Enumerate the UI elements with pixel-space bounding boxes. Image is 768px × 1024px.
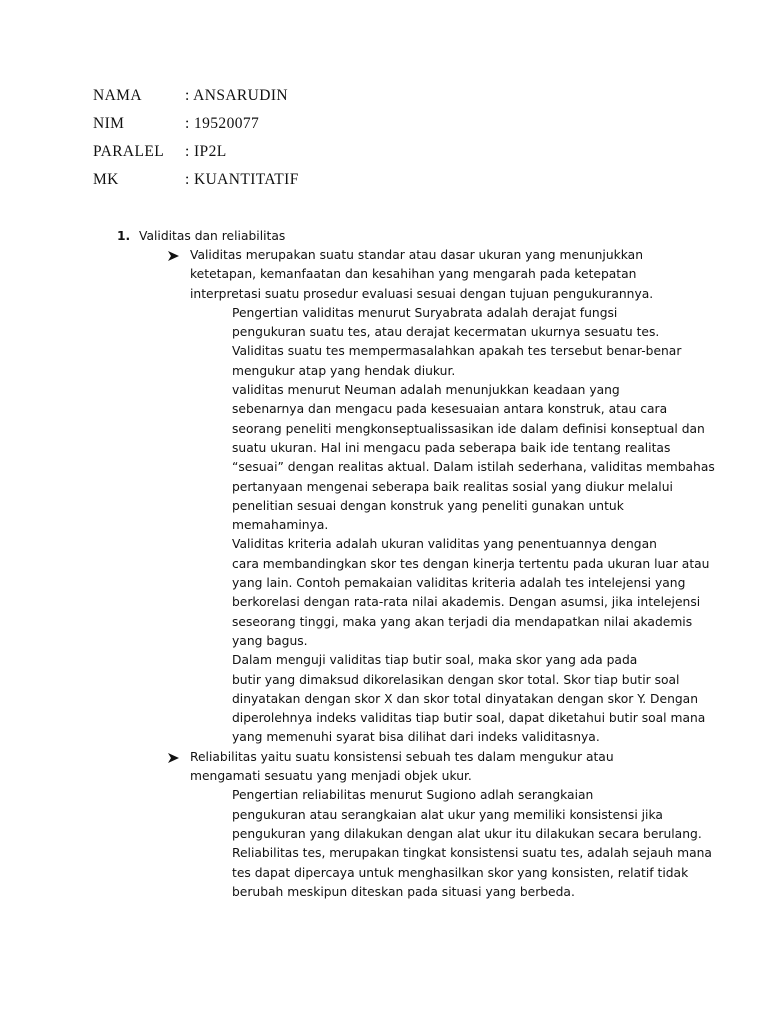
paragraph (190, 304, 682, 381)
text-line: yang bagus. (232, 633, 308, 648)
text-line: pengukuran suatu tes, atau derajat kecermatan ukurnya sesuatu tes. (232, 325, 660, 340)
text-line: Validitas kriteria adalah ukuran validitas yang penentuannya dengan (232, 537, 657, 552)
text-line: seseorang tinggi, maka yang akan terjadi dia mendapatkan nilai akademis (232, 614, 693, 629)
identity-value: : IP2L (185, 143, 227, 160)
paragraph (190, 246, 674, 304)
identity-row-mk (93, 170, 299, 198)
text-line: suatu ukuran. Hal ini mengacu pada seberapa baik ide tentang realitas (232, 440, 671, 455)
paragraph (190, 748, 674, 787)
identity-value: : 19520077 (185, 115, 260, 132)
text-line: “sesuai” dengan realitas aktual. Dalam istilah sederhana, validitas membahas (232, 460, 715, 475)
identity-row-nim (93, 114, 299, 142)
text-line: memahaminya. (232, 518, 329, 533)
text-line: validitas menurut Neuman adalah menunjukkan keadaan yang (232, 383, 620, 398)
bullet-list (117, 246, 715, 902)
text-line: pengukuran atau serangkaian alat ukur yang memiliki konsistensi jika (232, 807, 663, 822)
identity-block (93, 86, 299, 198)
text-line: yang lain. Contoh pemakaian validitas kriteria adalah tes intelejensi yang (232, 576, 686, 591)
text-line: ketetapan, kemanfaatan dan kesahihan yang mengarah pada ketepatan (190, 267, 637, 282)
text-line: sebenarnya dan mengacu pada kesesuaian antara konstruk, atau cara (232, 402, 668, 417)
text-line: interpretasi suatu prosedur evaluasi sesuai dengan tujuan pengukurannya. (190, 286, 654, 301)
text-line: Dalam menguji validitas tiap butir soal, maka skor yang ada pada (232, 653, 638, 668)
paragraph (190, 786, 712, 902)
arrow-bullet-icon (168, 753, 179, 763)
identity-value: : ANSARUDIN (185, 87, 289, 104)
arrow-bullet-icon (168, 251, 179, 261)
text-line: mengukur atap yang hendak diukur. (232, 363, 456, 378)
section-number: 1. (117, 229, 131, 243)
paragraph (190, 651, 706, 747)
section-title: Validitas dan reliabilitas (139, 229, 286, 243)
text-line: seorang peneliti mengkonseptualissasikan ide dalam definisi konseptual dan (232, 421, 705, 436)
text-line: pertanyaan mengenai seberapa baik realitas sosial yang diukur melalui (232, 479, 673, 494)
text-line: Pengertian validitas menurut Suryabrata adalah derajat fungsi (232, 305, 618, 320)
bullet-item (117, 246, 715, 748)
paragraph (190, 381, 715, 535)
identity-label: NAMA (93, 87, 142, 104)
text-line: dinyatakan dengan skor X dan skor total dinyatakan dengan skor Y. Dengan (232, 691, 699, 706)
bullet-item (117, 748, 712, 902)
section-heading (117, 227, 687, 246)
identity-label: PARALEL (93, 143, 165, 160)
text-line: Validitas merupakan suatu standar atau dasar ukuran yang menunjukkan (190, 248, 643, 262)
text-line: yang memenuhi syarat bisa dilihat dari indeks validitasnya. (232, 730, 600, 745)
text-line: cara membandingkan skor tes dengan kinerja tertentu pada ukuran luar atau (232, 556, 710, 571)
identity-row-name (93, 86, 299, 114)
identity-label: MK (93, 171, 119, 188)
paragraph (190, 535, 710, 651)
text-line: butir yang dimaksud dikorelasikan dengan skor total. Skor tiap butir soal (232, 672, 680, 687)
text-line: diperolehnya indeks validitas tiap butir soal, dapat diketahui butir soal mana (232, 711, 706, 726)
text-line: mengamati sesuatu yang menjadi objek ukur. (190, 769, 472, 784)
section-validitas-reliabilitas (117, 227, 715, 902)
text-line: penelitian sesuai dengan konstruk yang peneliti gunakan untuk (232, 498, 624, 513)
identity-value: : KUANTITATIF (185, 171, 299, 188)
text-line: tes dapat dipercaya untuk menghasilkan skor yang konsisten, relatif tidak (232, 865, 689, 880)
identity-row-paralel (93, 142, 299, 170)
identity-label: NIM (93, 115, 125, 132)
text-line: Pengertian reliabilitas menurut Sugiono adlah serangkaian (232, 788, 594, 803)
text-line: Reliabilitas yaitu suatu konsistensi sebuah tes dalam mengukur atau (190, 749, 614, 764)
text-line: Validitas suatu tes mempermasalahkan apakah tes tersebut benar-benar (232, 344, 682, 359)
text-line: berubah meskipun diteskan pada situasi yang berbeda. (232, 884, 575, 899)
text-line: pengukuran yang dilakukan dengan alat ukur itu dilakukan secara berulang. (232, 826, 702, 841)
text-line: Reliabilitas tes, merupakan tingkat konsistensi suatu tes, adalah sejauh mana (232, 846, 712, 861)
text-line: berkorelasi dengan rata-rata nilai akademis. Dengan asumsi, jika intelejensi (232, 595, 701, 610)
